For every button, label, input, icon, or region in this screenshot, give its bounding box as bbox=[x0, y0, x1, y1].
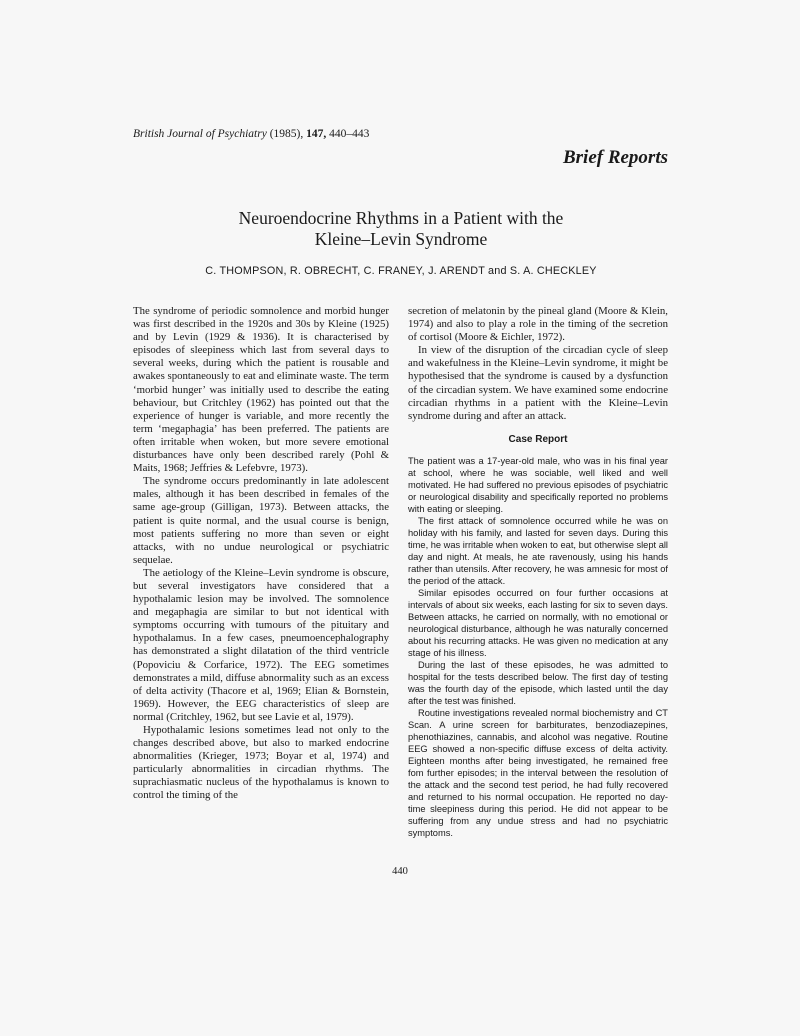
case-report-body bbox=[408, 455, 668, 839]
journal-pages: 440–443 bbox=[329, 128, 370, 140]
left-column bbox=[133, 305, 389, 803]
article-title bbox=[133, 208, 669, 250]
paragraph: The patient was a 17-year-old male, who was in his final year at school, where he was sociable, well liked and well motivated. He had suffered no previous episodes of psychiatric or neurological disability and specifically reported no problems with eating or sleeping. bbox=[408, 455, 668, 514]
section-banner: Brief Reports bbox=[562, 147, 668, 168]
paragraph: The first attack of somnolence occurred while he was on holiday with his family, and lasted for seven days. During this time, he was irritable when woken to eat, but otherwise slept all day and night. At meals, he ate ravenously, using his hands rather than utensils. After recovery, he was amnesic for most of the period of the attack. bbox=[408, 515, 668, 586]
journal-year: (1985), bbox=[269, 128, 304, 140]
paragraph: Hypothalamic lesions sometimes lead not only to the changes described above, but also to marked endocrine abnormalities (Krieger, 1973; Boyar et al, 1974) and particularly abnormalities in circadian rhythms. The suprachiasmatic nucleus of the hypothalamus is known to control the timing of the bbox=[133, 724, 389, 802]
journal-name: British Journal of Psychiatry bbox=[133, 128, 267, 140]
paragraph: The syndrome of periodic somnolence and morbid hunger was first described in the 1920s and 30s by Kleine (1925) and by Levin (1929 & 1936). It is characterised by episodes of sleepiness which last from several days to several weeks, during which the patient is rousable and awakes spontaneously to eat and eliminate waste. The term ‘morbid hunger’ was initially used to describe the eating behaviour, but Critchley (1962) has pointed out that the experience of hunger is variable, and more recently the term ‘megaphagia’ has been preferred. The patients are often irritable when woken, but more severe emotional disturbances have only been described rarely (Pohl & Maits, 1968; Jeffries & Lefebvre, 1973). bbox=[133, 305, 389, 475]
page-number: 440 bbox=[392, 866, 408, 877]
paragraph: Routine investigations revealed normal biochemistry and CT Scan. A urine screen for barbiturates, benzodiazepines, phenothiazines, cannabis, and alcohol was negative. Routine EEG showed a non-specific diffuse excess of delta activity. Eighteen months after being investigated, he remained free fom further episodes; in the interval between the resolution of the attack and the second test period, he had fully recovered and returned to his normal occupation. He reported no day-time sleepiness during this period. He did not appear to be suffering from any undue stress and had no psychiatric symptoms. bbox=[408, 707, 668, 838]
paragraph: The syndrome occurs predominantly in late adolescent males, although it has been described in females of the same age-group (Gilligan, 1973). Between attacks, the patient is quite normal, and the usual course is benign, most patients suffering no more than seven or eight attacks, with no undue neurological or psychiatric sequelae. bbox=[133, 475, 389, 566]
journal-volume: 147, bbox=[306, 128, 327, 140]
paragraph: The aetiology of the Kleine–Levin syndrome is obscure, but several investigators have considered that a hypothalamic lesion may be involved. The somnolence and megaphagia are similar to but not identical with symptoms occurring with tumours of the pituitary and hypothalamus. In a few cases, pneumoencephalography has demonstrated a slight dilatation of the third ventricle (Popoviciu & Corfarice, 1972). The EEG sometimes demonstrates a mild, diffuse abnormality such as an excess of delta activity (Thacore et al, 1969; Elian & Bornstein, 1969). However, the EEG characteristics of sleep are normal (Critchley, 1962, but see Lavie et al, 1979). bbox=[133, 566, 389, 723]
case-report-heading: Case Report bbox=[508, 433, 568, 445]
paragraph: secretion of melatonin by the pineal gland (Moore & Klein, 1974) and also to play a role in the timing of the secretion of cortisol (Moore & Eichler, 1972). bbox=[408, 305, 668, 344]
article-title-line-1: Neuroendocrine Rhythms in a Patient with the bbox=[238, 208, 564, 228]
paragraph: During the last of these episodes, he was admitted to hospital for the tests described below. The first day of testing was the fourth day of the episode, which lasted until the day after the test was finished. bbox=[408, 659, 668, 706]
paragraph: Similar episodes occurred on four further occasions at intervals of about six weeks, each lasting for six to seven days. Between attacks, he carried on normally, with no emotional or neurological disturbance, although he was naturally concerned about his recurring attacks. He was given no medication at any stage of his illness. bbox=[408, 587, 668, 658]
right-column bbox=[408, 305, 668, 839]
article-title-line-2: Kleine–Levin Syndrome bbox=[314, 229, 488, 249]
author-list: C. THOMPSON, R. OBRECHT, C. FRANEY, J. ARENDT and S. A. CHECKLEY bbox=[205, 265, 597, 277]
journal-reference bbox=[133, 127, 369, 141]
paragraph: In view of the disruption of the circadian cycle of sleep and wakefulness in the Kleine–Levin syndrome, it might be hypothesised that the syndrome is caused by a dysfunction of the circadian system. We have examined some endocrine circadian rhythms in a patient with the Kleine–Levin syndrome during and after an attack. bbox=[408, 344, 668, 422]
